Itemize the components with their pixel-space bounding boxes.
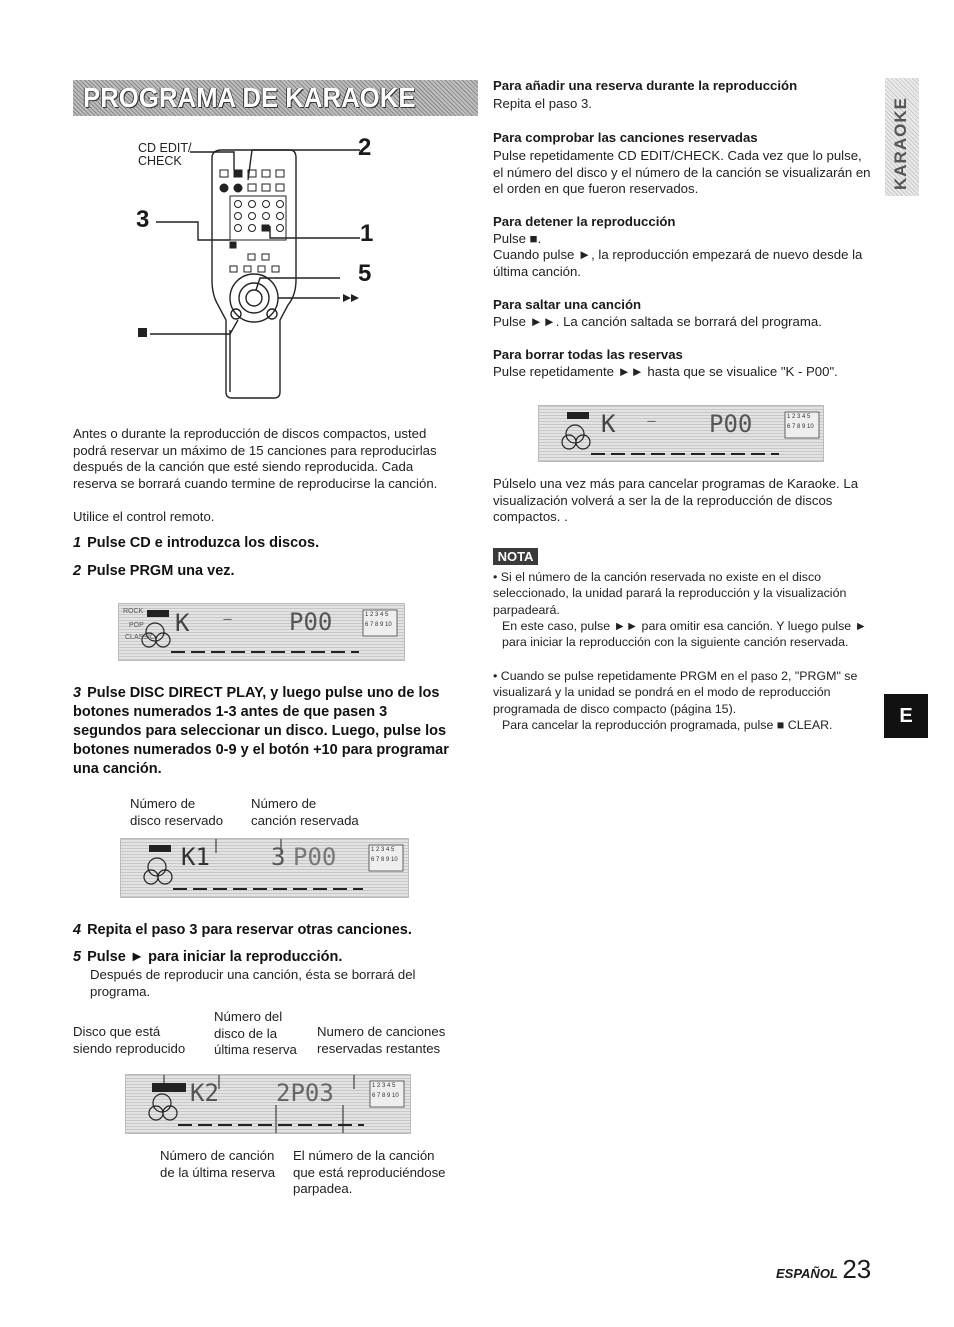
page-number: 23 bbox=[842, 1254, 872, 1284]
label-parpadea: El número de la canción que está reproduciéndose parpadea. bbox=[293, 1148, 446, 1197]
skip-body: Pulse ►►. La canción saltada se borrará del programa. bbox=[493, 314, 822, 329]
label-ultima-cancion: Número de canción de la última reserva bbox=[160, 1148, 276, 1180]
step-1: 1 Pulse CD e introduzca los discos. bbox=[73, 535, 320, 551]
label-ultimo-disco: Número del disco de la última reserva bbox=[214, 1009, 297, 1058]
section-title: PROGRAMA DE KARAOKE bbox=[83, 82, 416, 113]
karaoke-side-tab: KARAOKE bbox=[885, 78, 919, 196]
remote-callout-3: 3 bbox=[136, 206, 150, 233]
nota-bullet-2b: Para cancelar la reproducción programada, pulse ■ CLEAR. bbox=[502, 718, 833, 732]
lcd3-p03: 2P03 bbox=[276, 1079, 334, 1107]
remote-callout-2: 2 bbox=[358, 134, 372, 161]
nota-label: NOTA bbox=[493, 548, 538, 565]
remote-label-cd-edit: CD EDIT/ bbox=[138, 141, 192, 155]
remote-illustration bbox=[130, 130, 400, 400]
check-songs-title: Para comprobar las canciones reservadas bbox=[493, 130, 758, 145]
lcd-p00: P00 bbox=[289, 608, 333, 636]
use-remote-text: Utilice el control remoto. bbox=[73, 509, 215, 524]
lcd-classic: CLASSIC bbox=[125, 634, 155, 641]
nota-bullet-2: • Cuando se pulse repetidamente PRGM en el paso 2, "PRGM" se visualizará y la unidad se pondrá en el modo de reproducción programada de disco compacto (página 15). bbox=[493, 669, 858, 716]
lcd-display-step2 bbox=[118, 603, 405, 661]
lcd4-k: K bbox=[601, 410, 616, 438]
nota-bullet-1b: En este caso, pulse ►► para omitir esa canción. Y luego pulse ► para iniciar la reproducción con la siguiente canción reservada. bbox=[502, 619, 867, 650]
lcd2-k1: K1 bbox=[181, 843, 210, 871]
lcd4-p00: P00 bbox=[709, 410, 753, 438]
intro-paragraph: Antes o durante la reproducción de discos compactos, usted podrá reservar un máximo de 15 canciones para reproducirlas después de la canción que esté siendo reproducida. Cada reserva se borrará cuando termine de reproducirse la canción. bbox=[73, 426, 438, 491]
section-title-banner bbox=[73, 80, 478, 116]
lcd2-grid-bottom: 6 7 8 9 10 bbox=[371, 857, 398, 863]
lcd4-grid-bottom: 6 7 8 9 10 bbox=[787, 424, 814, 430]
remote-callout-1: 1 bbox=[360, 220, 374, 247]
lcd-grid-bottom: 6 7 8 9 10 bbox=[365, 622, 392, 628]
lcd-display-clear bbox=[538, 405, 824, 462]
stop-body-1: Pulse ■. bbox=[493, 231, 542, 246]
nota-bullet-1: • Si el número de la canción reservada no existe en el disco seleccionado, la unidad parará la reproducción y la visualización parpadeará. bbox=[493, 570, 847, 617]
lcd-display-step3 bbox=[120, 838, 409, 898]
clear-title: Para borrar todas las reservas bbox=[493, 347, 683, 362]
label-canciones-restantes: Numero de canciones reservadas restantes bbox=[317, 1024, 446, 1056]
lcd-grid-top: 1 2 3 4 5 bbox=[365, 612, 389, 618]
stop-title: Para detener la reproducción bbox=[493, 214, 676, 229]
label-cancion-reservada: Número de canción reservada bbox=[251, 796, 359, 828]
lcd-pop: POP bbox=[129, 622, 144, 629]
clear-body: Pulse repetidamente ►► hasta que se visualice "K - P00". bbox=[493, 364, 838, 379]
lcd2-grid-top: 1 2 3 4 5 bbox=[371, 847, 395, 853]
remote-callout-5: 5 bbox=[358, 260, 372, 287]
step-3: 3 Pulse DISC DIRECT PLAY, y luego pulse uno de los botones numerados 1-3 antes de que pasen 3 segundos para seleccionar un disco. Luego, pulse los botones numerados 0-9 y el botón +10 para programar una canción. bbox=[73, 685, 449, 777]
check-songs-body: Pulse repetidamente CD EDIT/CHECK. Cada vez que lo pulse, el número del disco y el número de la canción se visualizarán en el orden en que fueron reservados. bbox=[493, 148, 871, 197]
add-reservation-body: Repita el paso 3. bbox=[493, 96, 592, 111]
remote-label-check: CHECK bbox=[138, 154, 182, 168]
language-tab: E bbox=[884, 694, 928, 738]
lcd2-disc3: 3 bbox=[271, 843, 286, 871]
step-5: 5 Pulse ► para iniciar la reproducción. bbox=[73, 949, 343, 965]
lcd4-grid-top: 1 2 3 4 5 bbox=[787, 414, 811, 420]
cancel-karaoke-body: Púlselo una vez más para cancelar programas de Karaoke. La visualización volverá a ser la de la reproducción de discos compactos. . bbox=[493, 476, 859, 525]
footer bbox=[776, 1254, 871, 1285]
lcd-dashes: ---- bbox=[223, 614, 231, 624]
add-reservation-title: Para añadir una reserva durante la reproducción bbox=[493, 78, 798, 93]
lcd4-dashes: ---- bbox=[647, 416, 655, 426]
step-4: 4 Repita el paso 3 para reservar otras canciones. bbox=[73, 922, 412, 938]
stop-body-2: Cuando pulse ►, la reproducción empezará de nuevo desde la última canción. bbox=[493, 247, 863, 279]
label-disco-reproducido: Disco que está siendo reproducido bbox=[73, 1024, 186, 1056]
lcd2-p00: P00 bbox=[293, 843, 337, 871]
lcd-k: K bbox=[175, 609, 190, 637]
lcd-rock: ROCK bbox=[123, 608, 144, 615]
lcd3-k2: K2 bbox=[190, 1079, 219, 1107]
lcd-display-step5 bbox=[125, 1074, 411, 1134]
label-disco-reservado: Número de disco reservado bbox=[130, 796, 224, 828]
lcd3-grid-top: 1 2 3 4 5 bbox=[372, 1083, 396, 1089]
skip-title: Para saltar una canción bbox=[493, 297, 642, 312]
step-5-body: Después de reproducir una canción, ésta se borrará del programa. bbox=[90, 967, 416, 999]
step-2: 2 Pulse PRGM una vez. bbox=[73, 563, 235, 579]
footer-language: ESPAÑOL bbox=[776, 1266, 838, 1281]
lcd3-grid-bottom: 6 7 8 9 10 bbox=[372, 1093, 399, 1099]
